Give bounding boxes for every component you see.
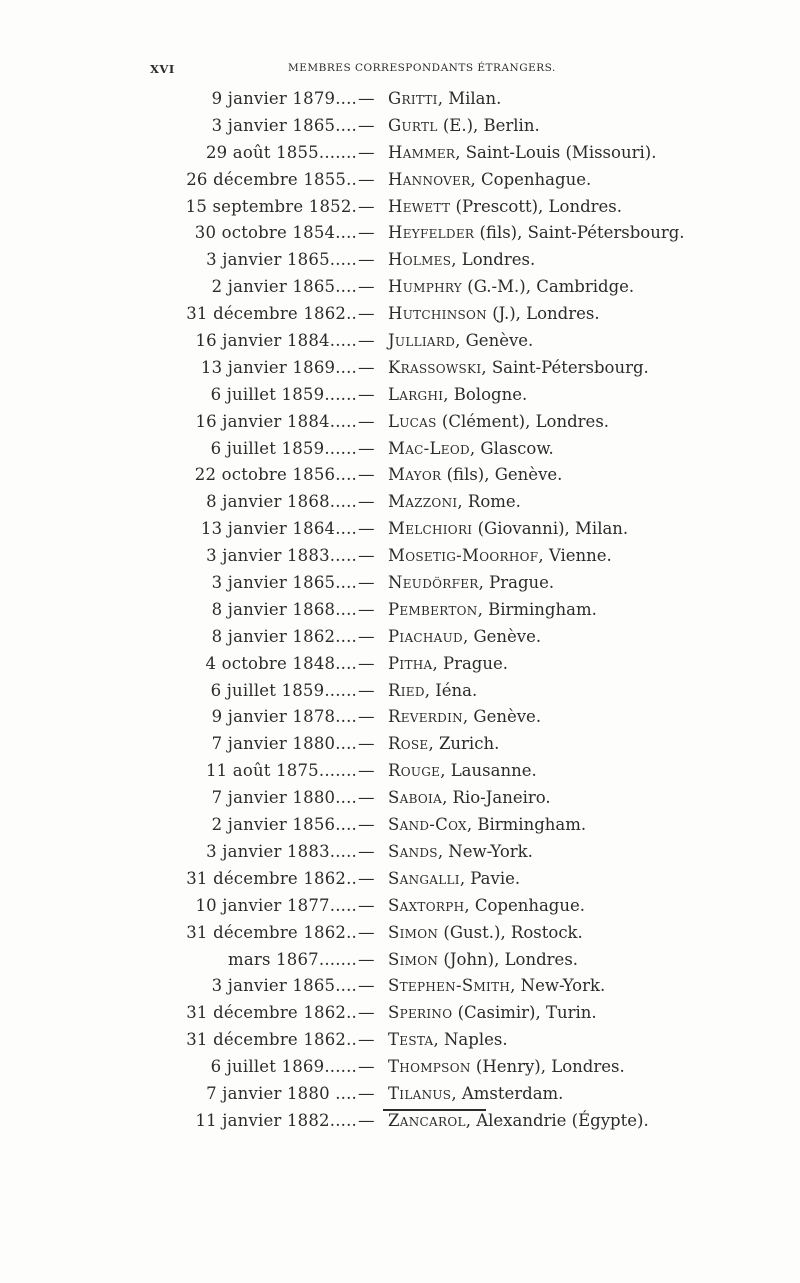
member-surname: Melchiori: [388, 519, 473, 539]
member-name: [388, 1027, 508, 1054]
member-details: , Zurich.: [428, 734, 500, 754]
member-name: [388, 785, 551, 812]
member-surname: Julliard: [388, 331, 456, 351]
list-item: [150, 167, 710, 194]
member-name: [388, 920, 583, 947]
election-date: 2 janvier 1865....: [211, 277, 357, 297]
dash-separator: —: [358, 331, 375, 351]
dash-separator: —: [358, 599, 375, 619]
member-name: [388, 274, 634, 301]
member-details: , Birmingham.: [477, 599, 597, 619]
member-surname: Neudörfer: [388, 573, 479, 593]
election-date: 11 janvier 1882.....: [195, 1110, 357, 1130]
election-date: 9 janvier 1878....: [211, 707, 357, 727]
election-date: 9 janvier 1879....: [211, 89, 357, 108]
list-item: [150, 194, 710, 221]
member-surname: Simon: [388, 949, 439, 969]
member-name: [388, 1054, 625, 1081]
election-date: 26 décembre 1855..: [186, 169, 357, 189]
list-item: [150, 866, 710, 893]
list-item: [150, 409, 710, 436]
election-date: 7 janvier 1880....: [211, 788, 357, 808]
member-surname: Gurtl: [388, 115, 438, 135]
member-surname: Stephen-Smith: [388, 976, 511, 996]
election-date: 3 janvier 1865....: [211, 976, 357, 996]
member-surname: Piachaud: [388, 626, 463, 646]
member-details: (Henry), Londres.: [470, 1057, 625, 1077]
dash-separator: —: [358, 573, 375, 593]
election-date: 4 octobre 1848....: [205, 653, 357, 673]
election-date: 7 janvier 1880 ....: [206, 1083, 357, 1103]
member-surname: Pitha: [388, 653, 433, 673]
member-name: [388, 678, 477, 705]
member-name: [388, 220, 685, 247]
dash-separator: —: [358, 465, 375, 485]
page-header: [150, 62, 590, 80]
member-details: , Genève.: [462, 626, 542, 646]
election-date: 3 janvier 1865....: [211, 573, 357, 593]
list-item: [150, 1108, 710, 1135]
member-surname: Testa: [388, 1030, 434, 1050]
member-surname: Zancarol: [388, 1110, 466, 1130]
member-surname: Hutchinson: [388, 304, 487, 324]
list-item: [150, 274, 710, 301]
list-item: [150, 731, 710, 758]
member-name: [388, 947, 578, 974]
running-title: MEMBRES CORRESPONDANTS ÉTRANGERS.: [288, 62, 556, 74]
member-details: (J.), Londres.: [486, 304, 600, 324]
member-details: , Alexandrie (Égypte).: [465, 1110, 649, 1130]
member-name: [388, 328, 533, 355]
member-details: , Rome.: [457, 492, 521, 512]
list-item: [150, 247, 710, 274]
dash-separator: —: [358, 815, 375, 835]
election-date: 3 janvier 1865....: [211, 115, 357, 135]
member-details: , Rio-Janeiro.: [442, 788, 551, 808]
member-name: [388, 1000, 597, 1027]
dash-separator: —: [358, 169, 375, 189]
election-date: 7 janvier 1880....: [211, 734, 357, 754]
member-name: [388, 113, 540, 140]
member-details: (Gust.), Rostock.: [438, 922, 583, 942]
list-item: [150, 86, 710, 113]
dash-separator: —: [358, 680, 375, 700]
list-item: [150, 651, 710, 678]
member-surname: Humphry: [388, 277, 463, 297]
member-details: , Copenhague.: [464, 895, 586, 915]
member-details: (G.-M.), Cambridge.: [462, 277, 635, 297]
election-date: 31 décembre 1862..: [186, 1003, 357, 1023]
list-item: [150, 516, 710, 543]
dash-separator: —: [358, 115, 375, 135]
member-name: [388, 409, 609, 436]
election-date: 31 décembre 1862..: [186, 1030, 357, 1050]
list-item: [150, 1054, 710, 1081]
election-date: 8 janvier 1862....: [211, 626, 357, 646]
election-date: 8 janvier 1868....: [211, 599, 357, 619]
list-item: [150, 301, 710, 328]
member-name: [388, 247, 535, 274]
list-item: [150, 920, 710, 947]
member-surname: Hammer: [388, 142, 456, 162]
dash-separator: —: [358, 626, 375, 646]
member-surname: Pemberton: [388, 599, 478, 619]
dash-separator: —: [358, 895, 375, 915]
list-item: [150, 839, 710, 866]
member-name: [388, 624, 541, 651]
election-date: 15 septembre 1852.: [185, 196, 357, 216]
closing-rule: [383, 1109, 486, 1111]
list-item: [150, 812, 710, 839]
member-surname: Holmes: [388, 250, 452, 270]
member-details: , Vienne.: [538, 546, 612, 566]
member-name: [388, 140, 656, 167]
member-name: [388, 301, 600, 328]
election-date: 13 janvier 1864....: [200, 519, 357, 539]
election-date: 10 janvier 1877.....: [195, 895, 357, 915]
dash-separator: —: [358, 1057, 375, 1077]
member-details: , Amsterdam.: [451, 1083, 564, 1103]
election-date: 13 janvier 1869....: [200, 357, 357, 377]
election-date: 16 janvier 1884.....: [195, 331, 357, 351]
dash-separator: —: [358, 438, 375, 458]
dash-separator: —: [358, 734, 375, 754]
member-surname: Krassowski: [388, 357, 482, 377]
member-surname: Ried: [388, 680, 425, 700]
dash-separator: —: [358, 949, 375, 969]
member-name: [388, 973, 605, 1000]
dash-separator: —: [358, 142, 375, 162]
member-details: , Lausanne.: [440, 761, 537, 781]
member-name: [388, 839, 533, 866]
dash-separator: —: [358, 277, 375, 297]
election-date: 11 août 1875.......: [205, 761, 357, 781]
dash-separator: —: [358, 653, 375, 673]
member-details: , Genève.: [462, 707, 542, 727]
member-name: [388, 651, 508, 678]
list-item: [150, 570, 710, 597]
page-number: XVI: [150, 62, 175, 76]
member-details: , Saint-Louis (Missouri).: [455, 142, 657, 162]
election-date: 3 janvier 1883.....: [206, 841, 357, 861]
member-details: , Glascow.: [469, 438, 554, 458]
list-item: [150, 220, 710, 247]
member-details: , Londres.: [451, 250, 536, 270]
member-surname: Sangalli: [388, 868, 460, 888]
list-item: [150, 489, 710, 516]
member-name: [388, 382, 527, 409]
member-details: , Birmingham.: [466, 815, 587, 835]
dash-separator: —: [358, 922, 375, 942]
election-date: 31 décembre 1862..: [186, 868, 357, 888]
member-surname: Mosetig-Moorhof: [388, 546, 539, 566]
member-details: (John), Londres.: [438, 949, 579, 969]
dash-separator: —: [358, 196, 375, 216]
dash-separator: —: [358, 1110, 375, 1130]
member-name: [388, 543, 612, 570]
list-item: [150, 973, 710, 1000]
member-name: [388, 489, 521, 516]
member-surname: Lucas: [388, 411, 437, 431]
list-item: [150, 140, 710, 167]
dash-separator: —: [358, 519, 375, 539]
member-surname: Mayor: [388, 465, 442, 485]
member-surname: Sand-Cox: [388, 815, 467, 835]
election-date: 31 décembre 1862..: [186, 922, 357, 942]
member-details: (Prescott), Londres.: [450, 196, 622, 216]
list-item: [150, 893, 710, 920]
member-name: [388, 516, 628, 543]
dash-separator: —: [358, 1083, 375, 1103]
member-name: [388, 704, 541, 731]
member-surname: Rose: [388, 734, 429, 754]
dash-separator: —: [358, 788, 375, 808]
list-item: [150, 785, 710, 812]
election-date: 31 décembre 1862..: [186, 304, 357, 324]
dash-separator: —: [358, 357, 375, 377]
list-item: [150, 328, 710, 355]
election-date: 8 janvier 1868.....: [206, 492, 357, 512]
member-name: [388, 570, 554, 597]
member-surname: Larghi: [388, 384, 444, 404]
member-details: , Saint-Pétersbourg.: [481, 357, 649, 377]
member-details: (Giovanni), Milan.: [472, 519, 629, 539]
member-surname: Sands: [388, 841, 438, 861]
member-details: , Copenhague.: [470, 169, 592, 189]
dash-separator: —: [358, 868, 375, 888]
list-item: [150, 436, 710, 463]
member-details: , Pavie.: [459, 868, 521, 888]
member-surname: Reverdin: [388, 707, 463, 727]
member-name: [388, 462, 562, 489]
election-date: 6 juillet 1859......: [210, 438, 357, 458]
dash-separator: —: [358, 223, 375, 243]
election-date: 16 janvier 1884.....: [195, 411, 357, 431]
list-item: [150, 382, 710, 409]
dash-separator: —: [358, 707, 375, 727]
list-item: [150, 597, 710, 624]
member-name: [388, 355, 649, 382]
election-date: 6 juillet 1859......: [210, 680, 357, 700]
member-details: (E.), Berlin.: [437, 115, 540, 135]
election-date: 22 octobre 1856....: [194, 465, 357, 485]
member-surname: Mazzoni: [388, 492, 458, 512]
election-date: 29 août 1855.......: [205, 142, 357, 162]
dash-separator: —: [358, 1003, 375, 1023]
member-name: [388, 597, 597, 624]
member-name: [388, 167, 591, 194]
member-name: [388, 758, 537, 785]
election-date: 3 janvier 1883.....: [206, 546, 357, 566]
election-date: 2 janvier 1856....: [211, 815, 357, 835]
member-details: , Prague.: [478, 573, 555, 593]
dash-separator: —: [358, 1030, 375, 1050]
member-surname: Saxtorph: [388, 895, 465, 915]
member-details: (Casimir), Turin.: [452, 1003, 597, 1023]
election-date: 3 janvier 1865.....: [206, 250, 357, 270]
list-item: [150, 1000, 710, 1027]
member-name: [388, 1108, 649, 1135]
member-details: , New-York.: [437, 841, 533, 861]
member-surname: Saboia: [388, 788, 443, 808]
list-item: [150, 543, 710, 570]
dash-separator: —: [358, 761, 375, 781]
member-surname: Simon: [388, 922, 439, 942]
member-surname: Hannover: [388, 169, 471, 189]
member-name: [388, 194, 622, 221]
member-surname: Gritti: [388, 89, 438, 108]
member-details: , Genève.: [455, 331, 534, 351]
dash-separator: —: [358, 841, 375, 861]
member-surname: Thompson: [388, 1057, 471, 1077]
member-list: [150, 86, 710, 1135]
member-surname: Heyfelder: [388, 223, 475, 243]
member-details: , Prague.: [432, 653, 508, 673]
member-details: , Milan.: [437, 89, 502, 108]
member-name: [388, 86, 501, 113]
list-item: [150, 1027, 710, 1054]
dash-separator: —: [358, 250, 375, 270]
member-surname: Tilanus: [388, 1083, 452, 1103]
member-name: [388, 812, 586, 839]
member-name: [388, 866, 520, 893]
member-details: , New-York.: [510, 976, 606, 996]
list-item: [150, 678, 710, 705]
election-date: 6 juillet 1859......: [210, 384, 357, 404]
dash-separator: —: [358, 89, 375, 108]
list-item: [150, 355, 710, 382]
member-details: , Iéna.: [424, 680, 478, 700]
dash-separator: —: [358, 546, 375, 566]
member-surname: Sperino: [388, 1003, 453, 1023]
member-surname: Mac-Leod: [388, 438, 470, 458]
election-date: 30 octobre 1854....: [194, 223, 357, 243]
list-item: [150, 947, 710, 974]
member-details: (fils), Saint-Pétersbourg.: [474, 223, 685, 243]
member-surname: Rouge: [388, 761, 441, 781]
list-item: [150, 1081, 710, 1108]
list-item: [150, 462, 710, 489]
dash-separator: —: [358, 492, 375, 512]
list-item: [150, 758, 710, 785]
member-name: [388, 436, 554, 463]
member-surname: Hewett: [388, 196, 451, 216]
election-date: mars 1867.......: [228, 949, 357, 969]
member-name: [388, 1081, 563, 1108]
member-details: (fils), Genève.: [441, 465, 563, 485]
member-details: (Clément), Londres.: [436, 411, 610, 431]
member-details: , Naples.: [433, 1030, 508, 1050]
dash-separator: —: [358, 411, 375, 431]
member-name: [388, 893, 585, 920]
dash-separator: —: [358, 976, 375, 996]
member-name: [388, 731, 499, 758]
election-date: 6 juillet 1869......: [210, 1057, 357, 1077]
dash-separator: —: [358, 384, 375, 404]
list-item: [150, 113, 710, 140]
list-item: [150, 704, 710, 731]
list-item: [150, 624, 710, 651]
member-details: , Bologne.: [443, 384, 528, 404]
dash-separator: —: [358, 304, 375, 324]
